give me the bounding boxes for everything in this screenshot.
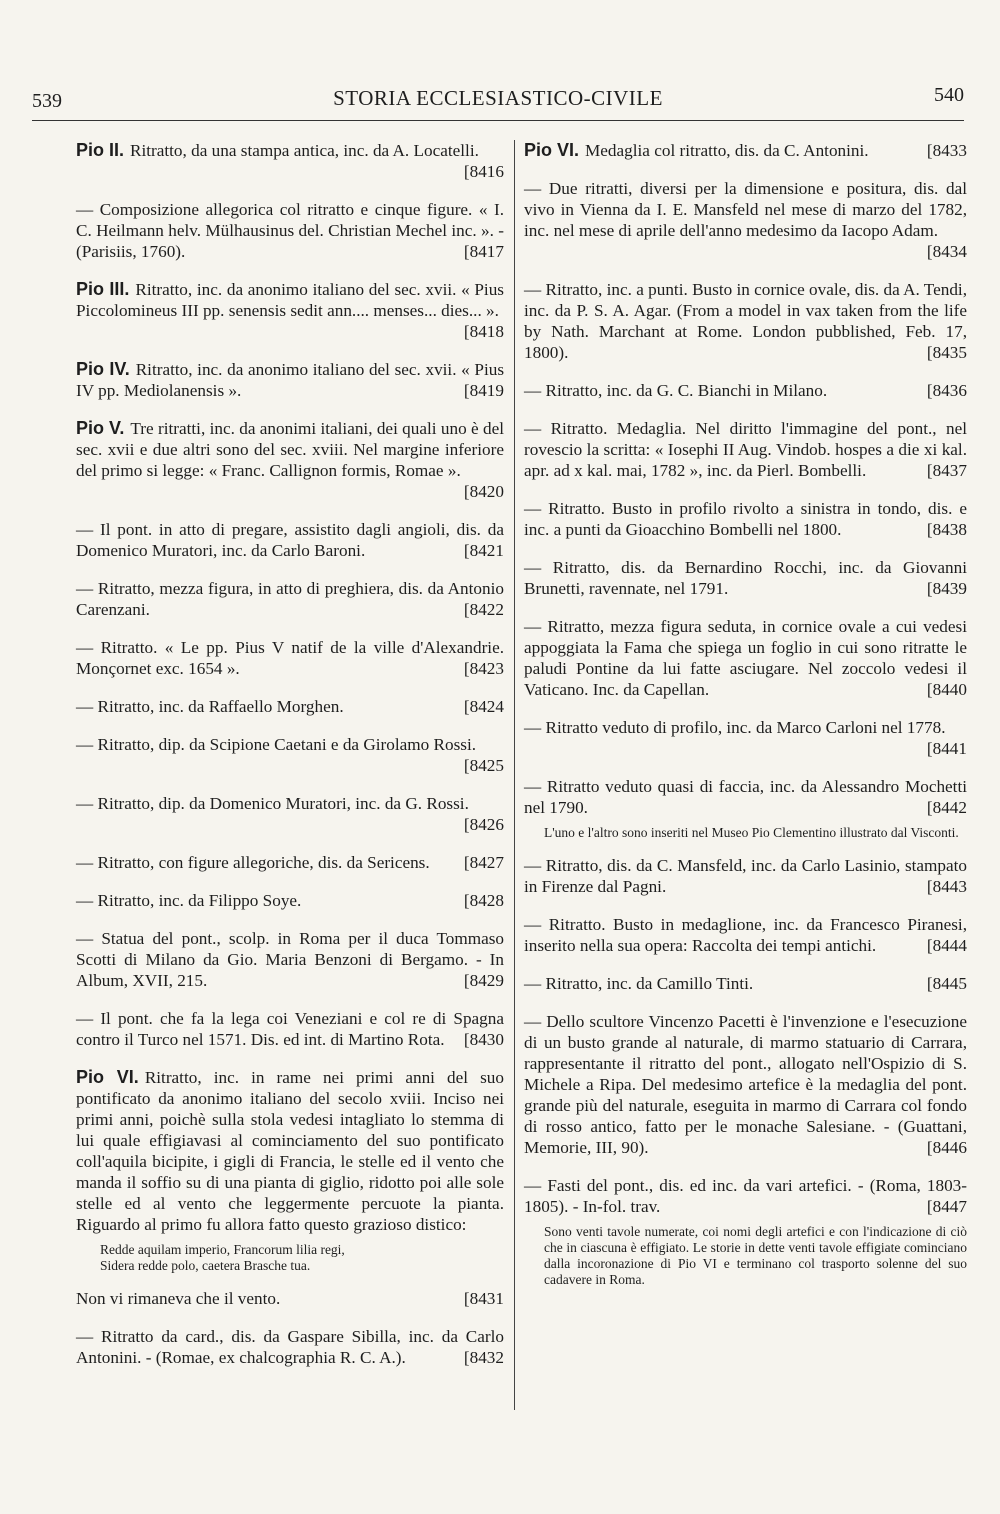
entry-number: [8447 <box>926 1197 967 1216</box>
entry-number: [8431 <box>463 1289 504 1308</box>
entry-number: [8441 <box>926 739 967 758</box>
catalog-entry <box>524 616 967 700</box>
catalog-entry <box>76 852 504 873</box>
catalog-entry <box>524 380 967 401</box>
distich <box>100 1242 504 1274</box>
catalog-entry <box>524 855 967 897</box>
entry-number: [8444 <box>926 936 967 955</box>
entry-text: — Ritratto, inc. da G. C. Bianchi in Milano. <box>524 381 828 400</box>
catalog-entry <box>76 1326 504 1368</box>
entry-text: — Ritratto, dis. da C. Mansfeld, inc. da Carlo Lasinio, stampato in Firenze dal Pagni. <box>524 856 967 896</box>
entry-number: [8435 <box>926 343 967 362</box>
left-column <box>76 140 504 1385</box>
entry-number: [8442 <box>926 798 967 817</box>
entry-text: — Ritratto, inc. da Filippo Soye. <box>76 891 302 910</box>
catalog-entry <box>524 557 967 599</box>
entry-text: — Ritratto veduto di profilo, inc. da Marco Carloni nel 1778. <box>524 718 946 737</box>
right-column <box>524 140 967 1302</box>
entry-number: [8428 <box>463 891 504 910</box>
footnote: L'uno e l'altro sono inseriti nel Museo Pio Clementino illustrato dal Visconti. <box>544 825 959 840</box>
entry-text: — Ritratto. Medaglia. Nel diritto l'immagine del pont., nel rovescio la scritta: « Iosephi II Aug. Vindob. hospes a die xi kal. apr. ad x kal. mai, 1782 », inc. da Pierl. Bombelli. <box>524 419 967 480</box>
entry-heading: Pio IV. <box>76 359 130 379</box>
entry-number: [8416 <box>463 162 504 181</box>
entry-text: — Ritratto, mezza figura, in atto di preghiera, dis. da Antonio Carenzani. <box>76 579 504 619</box>
entry-text: — Il pont. che fa la lega coi Veneziani e col re di Spagna contro il Turco nel 1571. Dis. ed int. di Martino Rota. <box>76 1009 504 1049</box>
entry-number: [8427 <box>463 853 504 872</box>
running-title: STORIA ECCLESIASTICO-CIVILE <box>333 86 663 110</box>
catalog-entry <box>524 140 967 161</box>
catalog-entry <box>76 928 504 991</box>
catalog-entry <box>76 793 504 835</box>
entry-number: [8430 <box>463 1030 504 1049</box>
entry-number: [8439 <box>926 579 967 598</box>
entry-text: — Ritratto da card., dis. da Gaspare Sibilla, inc. da Carlo Antonini. - (Romae, ex chalcographia R. C. A.). <box>76 1327 504 1367</box>
distich-line: Redde aquilam imperio, Francorum lilia regi, <box>100 1242 345 1257</box>
entry-text: — Composizione allegorica col ritratto e cinque figure. « I. C. Heilmann helv. Mülhausinus del. Christian Mechel inc. ». - (Parisiis, 1760). <box>76 200 504 261</box>
catalog-entry <box>524 717 967 759</box>
entry-text: — Ritratto, inc. da Camillo Tinti. <box>524 974 754 993</box>
catalog-entry <box>76 734 504 776</box>
entry-number: [8433 <box>926 141 967 160</box>
entry-text: — Statua del pont., scolp. in Roma per il duca Tommaso Scotti di Milano da Gio. Maria Benzoni di Bergamo. - In Album, XVII, 215. <box>76 929 504 990</box>
entry-number: [8445 <box>926 974 967 993</box>
entry-number: [8418 <box>463 322 504 341</box>
catalog-entry <box>76 199 504 262</box>
catalog-entry <box>76 1288 504 1309</box>
entry-number: [8429 <box>463 971 504 990</box>
catalog-entry <box>76 279 504 342</box>
page-number-right: 540 <box>934 84 964 106</box>
entry-text: — Ritratto, con figure allegoriche, dis. da Sericens. <box>76 853 430 872</box>
catalog-entry <box>76 519 504 561</box>
entry-text: — Il pont. in atto di pregare, assistito dagli angioli, dis. da Domenico Muratori, inc. da Carlo Baroni. <box>76 520 504 560</box>
entry-text: — Ritratto veduto quasi di faccia, inc. da Alessandro Mochetti nel 1790. <box>524 777 967 817</box>
entry-text: — Ritratto. Busto in medaglione, inc. da Francesco Piranesi, inserito nella sua opera: Raccolta dei tempi antichi. <box>524 915 967 955</box>
column-divider <box>514 140 515 1410</box>
entry-text: Ritratto, da una stampa antica, inc. da A. Locatelli. <box>130 141 479 160</box>
entry-text: — Ritratto, dip. da Domenico Muratori, inc. da G. Rossi. <box>76 794 469 813</box>
catalog-entry <box>524 418 967 481</box>
catalog-entry <box>76 890 504 911</box>
entry-number: [8443 <box>926 877 967 896</box>
entry-text: — Fasti del pont., dis. ed inc. da vari artefici. - (Roma, 1803-1805). - In-fol. trav. <box>524 1176 967 1216</box>
entry-text: — Due ritratti, diversi per la dimensione e positura, dis. dal vivo in Vienna da I. E. Mansfeld nel mese di marzo del 1782, inc. nel mese di aprile dell'anno medesimo da Iacopo Adam. <box>524 179 967 240</box>
catalog-entry <box>76 637 504 679</box>
page-number-left: 539 <box>32 90 62 112</box>
entry-number: [8446 <box>926 1138 967 1157</box>
distich-line: Sidera redde polo, caetera Brasche tua. <box>100 1258 311 1273</box>
entry-text: — Ritratto, mezza figura seduta, in cornice ovale a cui vedesi appoggiata la Fama che spiega un foglio in cui sono ritratte le paludi Pontine da lui fatte asciugare. Nel zoccolo vedesi il Vaticano. Inc. da Capellan. <box>524 617 967 699</box>
entry-text: — Ritratto, inc. da Raffaello Morghen. <box>76 697 344 716</box>
entry-text: — Ritratto, inc. a punti. Busto in cornice ovale, dis. da A. Tendi, inc. da P. S. A. Agar. (From a model in vax taken from the life by Nath. Marchant at Rome. London pubblished, Feb. 17, 1800). <box>524 280 967 362</box>
catalog-entry <box>524 1175 967 1217</box>
catalog-entry <box>524 973 967 994</box>
catalog-entry <box>524 279 967 363</box>
entry-number: [8424 <box>463 697 504 716</box>
catalog-entry <box>76 359 504 401</box>
footnote: Sono venti tavole numerate, coi nomi degli artefici e con l'indicazione di ciò che in ciascuna è effigiato. Le storie in dette venti tavole effigiate cominciano dalla incoronazione di Pio VI e terminano col trasporto solenne del suo cadavere in Roma. <box>544 1224 967 1287</box>
entry-text: Tre ritratti, inc. da anonimi italiani, dei quali uno è del sec. xvii e due altri sono del sec. xviii. Nel margine inferiore del primo si legge: « Franc. Callignon formis, Romae ». <box>76 419 504 480</box>
catalog-entry <box>76 418 504 502</box>
entry-heading: Pio II. <box>76 140 125 160</box>
entry-number: [8438 <box>926 520 967 539</box>
entry-text: Ritratto, inc. da anonimo italiano del sec. xvii. « Pius IV pp. Mediolanensis ». <box>76 360 505 400</box>
entry-number: [8434 <box>926 242 967 261</box>
entry-heading: Pio V. <box>76 418 125 438</box>
catalog-entry <box>524 776 967 818</box>
entry-heading: Pio VI. <box>76 1067 139 1087</box>
entry-number: [8417 <box>463 242 504 261</box>
catalog-entry <box>76 140 504 182</box>
catalog-entry <box>76 696 504 717</box>
catalog-entry <box>76 1008 504 1050</box>
entry-text: Ritratto, inc. in rame nei primi anni del suo pontificato da anonimo italiano del secolo xviii. Inciso nei primi anni, poichè sulla stola vedesi intagliato lo stemma di lui quale effigiavasi al cominciamento del suo pontificato coll'aquila bicipite, i gigli di Francia, le stelle ed il vento che manda il soffio su di una pianta di giglio, ridotto poi alle sole stelle ed al vento che leggermente percuote la pianta. Riguardo al primo fu allora fatto questo grazioso distico: <box>76 1068 504 1234</box>
entry-number: [8420 <box>463 482 504 501</box>
entry-number: [8426 <box>463 815 504 834</box>
entry-number: [8421 <box>463 541 504 560</box>
catalog-entry <box>524 1011 967 1158</box>
entry-number: [8437 <box>926 461 967 480</box>
entry-text: — Ritratto. Busto in profilo rivolto a sinistra in tondo, dis. e inc. a punti da Gioacchino Bombelli nel 1800. <box>524 499 967 539</box>
entry-number: [8425 <box>463 756 504 775</box>
catalog-entry <box>524 914 967 956</box>
entry-number: [8419 <box>463 381 504 400</box>
entry-text: Medaglia col ritratto, dis. da C. Antonini. <box>585 141 869 160</box>
entry-text: — Ritratto. « Le pp. Pius V natif de la ville d'Alexandrie. Monçornet exc. 1654 ». <box>76 638 504 678</box>
entry-heading: Pio VI. <box>524 140 580 160</box>
page-header <box>32 76 964 121</box>
entry-text: — Ritratto, dis. da Bernardino Rocchi, inc. da Giovanni Brunetti, ravennate, nel 1791. <box>524 558 967 598</box>
entry-text: Non vi rimaneva che il vento. <box>76 1289 281 1308</box>
entry-number: [8432 <box>463 1348 504 1367</box>
entry-heading: Pio III. <box>76 279 130 299</box>
entry-number: [8423 <box>463 659 504 678</box>
catalog-entry <box>76 578 504 620</box>
entry-number: [8440 <box>926 680 967 699</box>
catalog-entry <box>76 1067 504 1235</box>
entry-text: Ritratto, inc. da anonimo italiano del sec. xvii. « Pius Piccolomineus III pp. senensis sedit ann.... menses... dies... ». <box>76 280 504 320</box>
entry-number: [8436 <box>926 381 967 400</box>
catalog-entry <box>524 498 967 540</box>
entry-number: [8422 <box>463 600 504 619</box>
catalog-entry <box>524 178 967 262</box>
entry-text: — Ritratto, dip. da Scipione Caetani e da Girolamo Rossi. <box>76 735 477 754</box>
entry-text: — Dello scultore Vincenzo Pacetti è l'invenzione e l'esecuzione di un busto grande al naturale, di marmo statuario di Carrara, rappresentante il ritratto del pont., allogato nell'Ospizio di S. Michele a Ripa. Del medesimo artefice è la medaglia del pont. grande più del naturale, eseguita in marmo di Carrara col fondo di rosso antico, fatto per le monache Salesiane. - (Guattani, Memorie, III, 90). <box>524 1012 967 1157</box>
